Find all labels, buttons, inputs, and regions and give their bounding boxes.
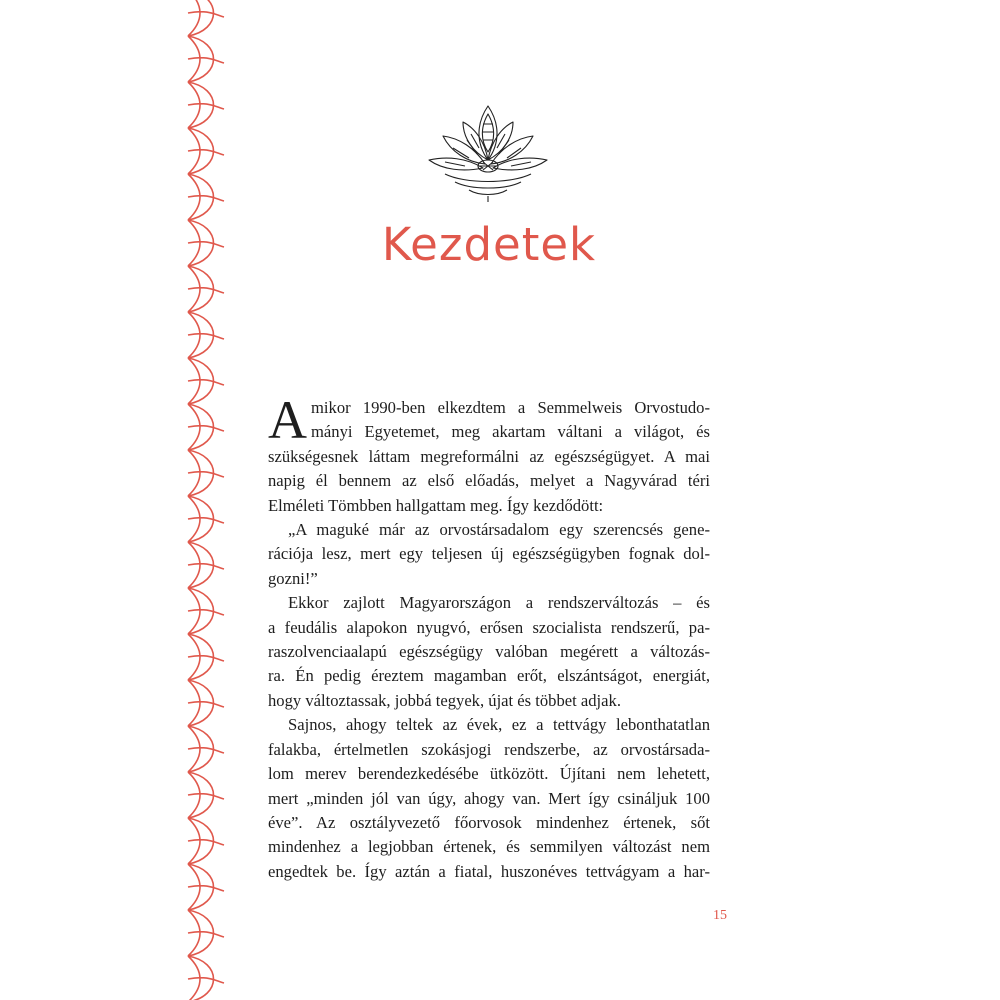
text-line: Elméleti Tömbben hallgattam meg. Így kezdődött: (268, 495, 604, 515)
text-line: Sajnos, ahogy teltek az évek, ez a tettvágy lebonthatatlan (288, 715, 710, 735)
text-line: éve”. Az osztályvezető főorvosok mindenhez értenek, sőt (268, 812, 710, 832)
paragraph (268, 518, 710, 591)
text-line: ra. Én pedig éreztem magamban erőt, elszántságot, energiát, (268, 666, 710, 686)
text-line: Ekkor zajlott Magyarországon a rendszerváltozás – és (288, 593, 710, 613)
lotus-icon (425, 100, 551, 204)
text-line: mányi Egyetemet, meg akartam váltani a világot, és (311, 422, 710, 442)
page-number: 15 (713, 908, 727, 923)
text-line: mikor 1990-ben elkezdtem a Semmelweis Orvostudo- (311, 398, 710, 417)
paragraph (268, 591, 710, 713)
text-line: napig él bennem az első előadás, melyet a Nagyvárad téri (268, 471, 710, 491)
text-line: gozni!” (268, 568, 318, 588)
paragraph (268, 713, 710, 884)
text-line: lom merev berendezkedésébe ütközött. Újítani nem lehetett, (268, 764, 710, 784)
drop-cap: A (268, 390, 307, 450)
text-line: szükségesnek láttam megreformálni az egészségügyet. A mai (268, 446, 710, 466)
scalloped-border-ornament (178, 0, 238, 1000)
text-line: „A maguké már az orvostársadalom egy szerencsés gene- (288, 520, 710, 540)
text-line: mindenhez a legjobban értenek, és semmilyen változást nem (268, 837, 710, 857)
text-line: hogy változtassak, jobbá tegyek, újat és többet adjak. (268, 690, 621, 710)
text-line: a feudális alapokon nyugvó, erősen szocialista rendszerű, pa- (268, 617, 710, 637)
text-line: engedtek be. Így aztán a fiatal, huszonéves tettvágyam a har- (268, 861, 710, 881)
chapter-title: Kezdetek (381, 218, 597, 271)
text-line: rációja lesz, mert egy teljesen új egészségügyben fognak dol- (268, 544, 710, 564)
paragraph (268, 390, 710, 518)
text-line: mert „minden jól van úgy, ahogy van. Mert így csináljuk 100 (268, 788, 710, 808)
text-line: falakba, értelmetlen szokásjogi rendszerbe, az orvostársada- (268, 739, 710, 759)
text-line: raszolvenciaalapú egészségügy valóban megérett a változás- (268, 642, 710, 662)
chapter-body (268, 390, 710, 884)
